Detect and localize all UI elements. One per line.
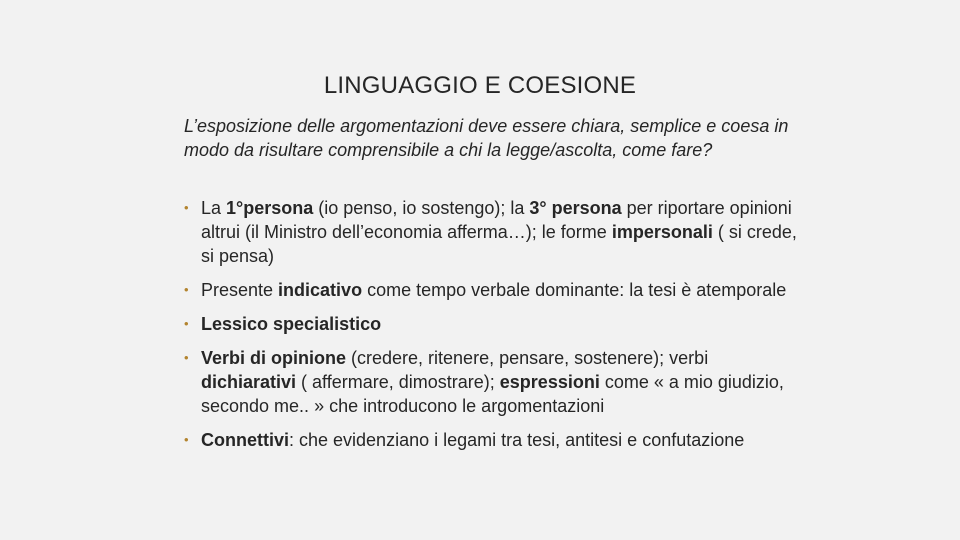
bullet-text: come « a mio giudizio, secondo me.. » che introducono le argomentazioni [201, 372, 784, 416]
bullet-dot-icon: • [184, 432, 189, 447]
bullet-text: come tempo verbale dominante: la tesi è atemporale [362, 280, 787, 300]
bullet-dot-icon: • [184, 350, 189, 365]
bullet-dot-icon: • [184, 282, 189, 297]
bullet-bold-text: indicativo [278, 280, 363, 300]
bullet-bold-text: Connettivi [201, 430, 289, 450]
bullet-item-lessico [184, 312, 804, 336]
bullet-dot-icon: • [184, 200, 189, 215]
bullet-item-connettivi [184, 428, 804, 452]
bullet-item-persona [184, 196, 804, 268]
bullet-text: per riportare opinioni altrui (il Ministro dell’economia afferma…); le forme [201, 198, 792, 242]
bullet-text: La [201, 198, 227, 218]
bullet-bold-text: espressioni [499, 372, 600, 392]
bullet-text: (credere, ritenere, pensare, sostenere); verbi [346, 348, 709, 368]
intro-paragraph: L’esposizione delle argomentazioni deve essere chiara, semplice e coesa in modo da risultare comprensibile a chi la legge/ascolta, come fare? [184, 116, 789, 160]
bullet-text: : che evidenziano i legami tra tesi, antitesi e confutazione [289, 430, 745, 450]
bullet-bold-text: 3° persona [529, 198, 622, 218]
bullet-bold-text: 1°persona [226, 198, 314, 218]
bullet-item-tempo-verbale [184, 278, 804, 302]
bullet-bold-text: impersonali [611, 222, 713, 242]
bullet-bold-text: dichiarativi [201, 372, 297, 392]
bullet-text: ( affermare, dimostrare); [296, 372, 500, 392]
slide-title: LINGUAGGIO E COESIONE [323, 72, 637, 99]
bullet-text: Presente [201, 280, 279, 300]
bullet-text: ( si crede, si pensa) [201, 222, 797, 266]
bullet-bold-text: Lessico specialistico [201, 314, 382, 334]
bullet-bold-text: Verbi di opinione [201, 348, 347, 368]
bullet-item-verbi [184, 346, 804, 418]
bullet-dot-icon: • [184, 316, 189, 331]
bullet-list [184, 196, 804, 462]
bullet-text: (io penso, io sostengo); la [313, 198, 530, 218]
